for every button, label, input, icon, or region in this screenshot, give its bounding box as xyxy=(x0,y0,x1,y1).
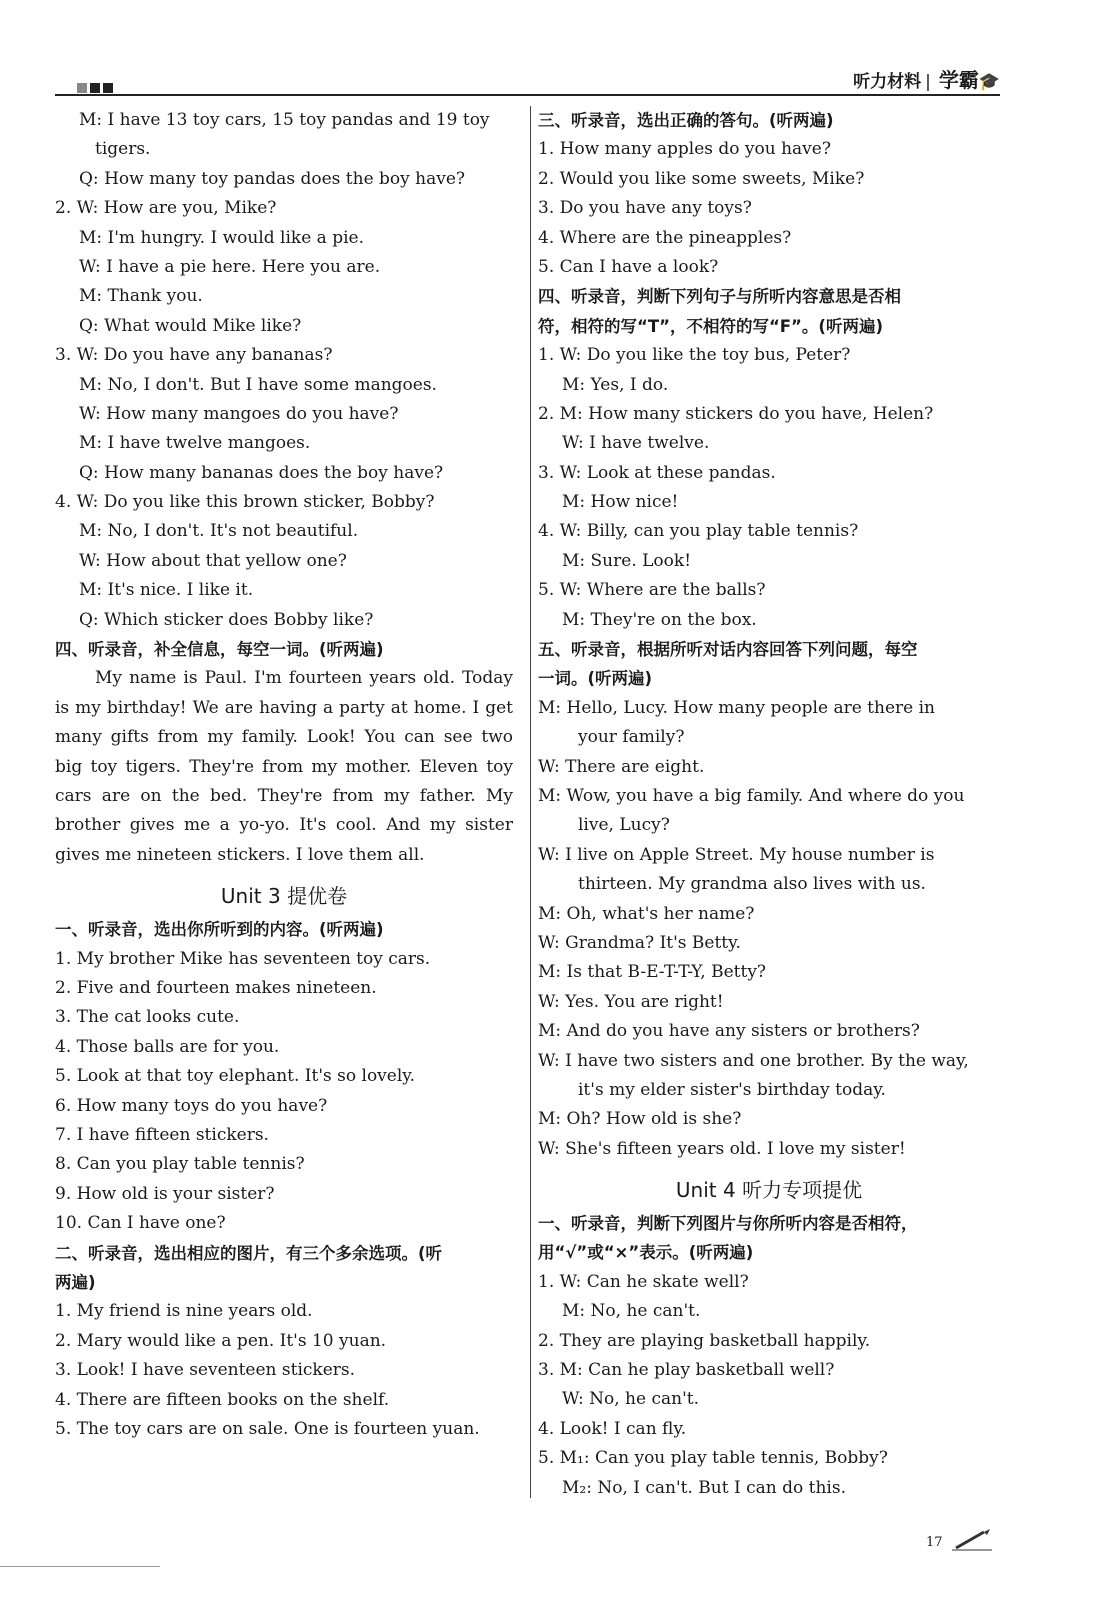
text-line: it's my elder sister's birthday today. xyxy=(578,1079,886,1100)
text-line: 5. Can I have a look? xyxy=(538,256,719,277)
unit-title: Unit 3 提优卷 xyxy=(220,884,348,909)
text-line: 1. My brother Mike has seventeen toy cars. xyxy=(55,948,431,969)
text-line: 2. W: How are you, Mike? xyxy=(55,198,277,219)
text-line: Q: How many toy pandas does the boy have? xyxy=(79,168,466,189)
text-line: M: It's nice. I like it. xyxy=(79,580,254,601)
text-line: 4. Those balls are for you. xyxy=(55,1036,280,1057)
section-title-cont: 两遍) xyxy=(55,1272,96,1292)
text-line: M: Wow, you have a big family. And where do you xyxy=(538,785,965,806)
text-line: M: Oh, what's her name? xyxy=(538,903,755,924)
text-line: 3. The cat looks cute. xyxy=(55,1007,240,1028)
footer-rule xyxy=(0,1566,160,1567)
section-title: 一、听录音，选出你所听到的内容。(听两遍) xyxy=(55,920,384,940)
section-title: 一、听录音，判断下列图片与你所听内容是否相符， xyxy=(538,1214,918,1234)
text-line: W: I have a pie here. Here you are. xyxy=(79,256,381,277)
text-line: 3. Do you have any toys? xyxy=(538,198,752,219)
section-title: 四、听录音，补全信息，每空一词。(听两遍) xyxy=(55,640,384,660)
unit-title: Unit 4 听力专项提优 xyxy=(675,1178,863,1203)
text-line: 3. W: Do you have any bananas? xyxy=(55,345,333,366)
text-line: live, Lucy? xyxy=(578,815,670,836)
text-line: 2. Five and fourteen makes nineteen. xyxy=(55,978,377,999)
text-line: M: Yes, I do. xyxy=(562,374,669,395)
text-line: W: How about that yellow one? xyxy=(79,550,347,571)
passage-paragraph: My name is Paul. I'm fourteen years old. Today is my birthday! We are having a party at home. I get many gifts from my family. Look! You can see two big toy tigers. They're from my mother. Eleven toy cars are on the bed. They're from my father. My brother gives me a yo-yo. It's cool. And my sister gives me nineteen stickers. I love them all. xyxy=(55,668,513,865)
right-column xyxy=(538,106,1000,1503)
header-rule xyxy=(55,94,1000,96)
pencil-icon xyxy=(952,1528,992,1552)
text-line: 4. There are fifteen books on the shelf. xyxy=(55,1389,390,1410)
text-line: M: No, I don't. It's not beautiful. xyxy=(79,521,359,542)
text-line: M: Hello, Lucy. How many people are there in xyxy=(538,697,935,718)
item-list xyxy=(538,135,1000,282)
text-line: 7. I have fifteen stickers. xyxy=(55,1125,269,1145)
column-divider xyxy=(530,106,531,1498)
text-line: Q: How many bananas does the boy have? xyxy=(79,462,444,483)
text-line: 4. Where are the pineapples? xyxy=(538,227,792,248)
text-line: 3. W: Look at these pandas. xyxy=(538,462,776,483)
text-line: 4. W: Do you like this brown sticker, Bobby? xyxy=(55,492,435,513)
text-line: 1. W: Can he skate well? xyxy=(538,1271,749,1292)
text-line: your family? xyxy=(578,727,685,748)
dialogue-lines xyxy=(538,341,1000,635)
text-line: 2. M: How many stickers do you have, Helen? xyxy=(538,403,934,424)
dialogue-lines xyxy=(55,106,513,635)
section-title-cont: 一词。(听两遍) xyxy=(538,669,653,689)
mortarboard-icon: 🎓 xyxy=(978,72,1000,92)
text-line: 1. W: Do you like the toy bus, Peter? xyxy=(538,345,851,366)
dialogue-lines xyxy=(538,694,1000,1164)
text-line: M: Oh? How old is she? xyxy=(538,1109,742,1130)
brand-logo: 学霸 xyxy=(938,68,979,92)
text-line: Q: What would Mike like? xyxy=(79,315,302,336)
text-line: W: How many mangoes do you have? xyxy=(79,403,399,424)
section-title-cont: 符，相符的写“T”，不相符的写“F”。(听两遍) xyxy=(538,316,883,336)
text-line: W: I live on Apple Street. My house number is xyxy=(538,844,935,865)
section-title: 二、听录音，选出相应的图片，有三个多余选项。(听 xyxy=(55,1243,443,1263)
text-line: 3. M: Can he play basketball well? xyxy=(538,1360,835,1381)
text-line: 2. Mary would like a pen. It's 10 yuan. xyxy=(55,1330,387,1351)
item-list xyxy=(55,1297,513,1444)
text-line: W: Yes. You are right! xyxy=(538,991,724,1012)
text-line: 4. W: Billy, can you play table tennis? xyxy=(538,521,859,542)
text-line: tigers. xyxy=(95,139,151,160)
text-line: M: How nice! xyxy=(562,492,679,513)
text-line: W: She's fifteen years old. I love my sister! xyxy=(538,1138,906,1159)
dialogue-lines xyxy=(538,1268,1000,1503)
text-line: 8. Can you play table tennis? xyxy=(55,1154,305,1175)
text-line: M: I'm hungry. I would like a pie. xyxy=(79,227,364,248)
item-list xyxy=(55,945,513,1239)
text-line: M: I have 13 toy cars, 15 toy pandas and 19 toy xyxy=(79,110,490,130)
page-number: 17 xyxy=(926,1535,943,1550)
text-line: 9. How old is your sister? xyxy=(55,1183,275,1204)
header-title-area: 听力材料 | 学霸🎓 xyxy=(853,68,1000,92)
text-line: 1. How many apples do you have? xyxy=(538,139,831,160)
text-line: 4. Look! I can fly. xyxy=(538,1418,687,1439)
text-line: 5. W: Where are the balls? xyxy=(538,580,766,601)
text-line: M: No, he can't. xyxy=(562,1301,701,1322)
text-line: 6. How many toys do you have? xyxy=(55,1095,328,1116)
text-line: W: I have two sisters and one brother. By the way, xyxy=(538,1050,969,1071)
text-line: 5. The toy cars are on sale. One is fourteen yuan. xyxy=(55,1418,480,1439)
text-line: 2. They are playing basketball happily. xyxy=(538,1330,871,1351)
text-line: M: And do you have any sisters or brothers? xyxy=(538,1021,920,1042)
text-line: thirteen. My grandma also lives with us. xyxy=(578,874,926,895)
text-line: 10. Can I have one? xyxy=(55,1213,226,1234)
text-line: M: Is that B-E-T-T-Y, Betty? xyxy=(538,962,767,983)
text-line: W: Grandma? It's Betty. xyxy=(538,932,741,953)
text-line: M: Thank you. xyxy=(79,286,203,307)
text-line: 3. Look! I have seventeen stickers. xyxy=(55,1360,356,1381)
text-line: M: Sure. Look! xyxy=(562,550,692,571)
text-line: M: No, I don't. But I have some mangoes. xyxy=(79,374,437,395)
text-line: M: I have twelve mangoes. xyxy=(79,433,311,454)
text-line: W: I have twelve. xyxy=(562,433,710,454)
text-line: 2. Would you like some sweets, Mike? xyxy=(538,168,865,189)
header-title: 听力材料 xyxy=(853,72,922,92)
text-line: 5. M₁: Can you play table tennis, Bobby? xyxy=(538,1448,888,1469)
text-line: 5. Look at that toy elephant. It's so lovely. xyxy=(55,1066,416,1087)
text-line: M₂: No, I can't. But I can do this. xyxy=(562,1477,846,1498)
left-column xyxy=(55,106,513,1444)
text-line: 1. My friend is nine years old. xyxy=(55,1301,313,1322)
section-title: 三、听录音，选出正确的答句。(听两遍) xyxy=(538,111,834,130)
page-header xyxy=(55,62,1000,92)
section-title-cont: 用“√”或“×”表示。(听两遍) xyxy=(538,1243,754,1263)
text-line: W: No, he can't. xyxy=(562,1389,699,1410)
text-line: W: There are eight. xyxy=(538,756,705,777)
section-title: 四、听录音，判断下列句子与所听内容意思是否相 xyxy=(538,287,901,307)
section-title: 五、听录音，根据所听对话内容回答下列问题，每空 xyxy=(538,640,918,660)
text-line: M: They're on the box. xyxy=(562,609,757,630)
text-line: Q: Which sticker does Bobby like? xyxy=(79,609,374,630)
